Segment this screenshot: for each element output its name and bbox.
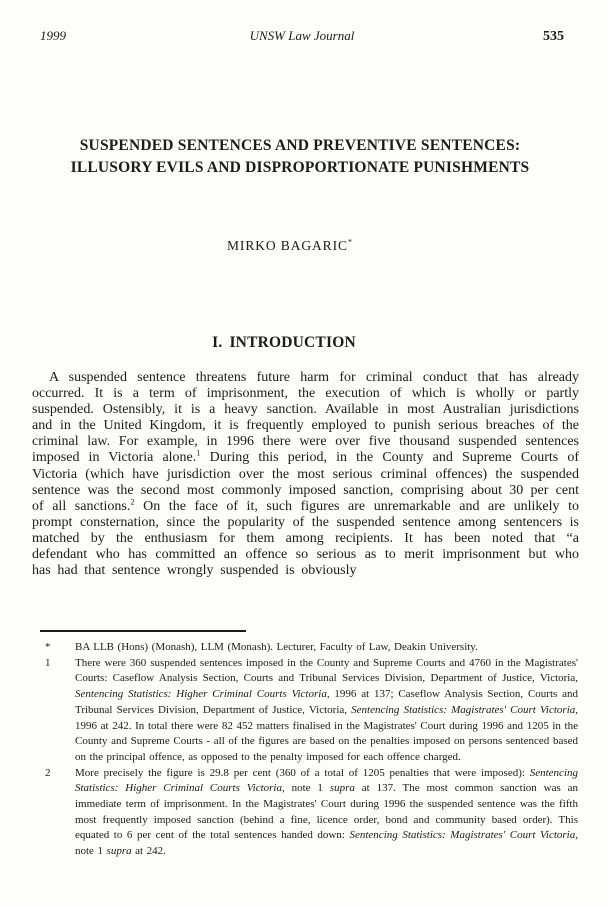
footnote-text: More precisely the figure is 29.8 per cent (360 of a total of 1205 penalties that were imposed): Sentencing Statistics: Higher Criminal Courts Victoria, note 1 supra at 137. The most common sanction was an immediate term of imprisonment. In the Magistrates' Court during 1996 the suspended sentence was the fifth most frequently imposed sanction (behind a fine, licence order, bond and community based order). This equated to 6 per cent of the total sentences handed down: Sentencing Statistics: Magistrates' Court Victoria, note 1 supra at 242.: [75, 766, 579, 858]
footnote-text: There were 360 suspended sentences imposed in the County and Supreme Courts and 4760 in the Magistrates' Courts: Caseflow Analysis Section, Courts and Tribunal Services Division, Department of Justice, Victoria, Sentencing Statistics: Higher Criminal Courts Victoria, 1996 at 137; Caseflow Analysis Section, Courts and Tribunal Services Division, Department of Justice, Victoria, Sentencing Statistics: Magistrates' Court Victoria, 1996 at 242. In total there were 82 452 matters finalised in the Magistrates' Court during 1996 and 1205 in the County and Supreme Courts - all of the figures are based on the penalties imposed on persons sentenced based on the principal offence, as opposed to the penalty imposed for each offence charged.: [75, 656, 579, 763]
footnote-author-affiliation: [45, 640, 578, 656]
article-title: [10, 135, 590, 178]
footnote-text: BA LLB (Hons) (Monash), LLM (Monash). Lecturer, Faculty of Law, Deakin University.: [75, 641, 478, 653]
footnote-2: [45, 766, 578, 860]
section-heading: [0, 334, 568, 352]
author-byline: [0, 238, 580, 254]
running-header: [40, 28, 564, 45]
author-footnote-marker: *: [347, 237, 353, 247]
header-year: 1999: [40, 28, 66, 43]
header-page-number: 535: [543, 29, 564, 44]
footnotes-section: [45, 640, 578, 860]
article-title-line2: ILLUSORY EVILS AND DISPROPORTIONATE PUNISHMENTS: [70, 158, 530, 176]
footnote-marker: *: [45, 641, 51, 653]
header-journal-title: UNSW Law Journal: [249, 28, 355, 43]
author-name: MIRKO BAGARIC: [227, 238, 348, 253]
section-title: INTRODUCTION: [229, 334, 356, 351]
footnote-marker: 1: [45, 656, 51, 669]
article-title-line1: SUSPENDED SENTENCES AND PREVENTIVE SENTENCES:: [79, 137, 521, 154]
footnote-1: [45, 656, 578, 766]
section-number: I.: [212, 334, 223, 351]
footnote-marker: 2: [45, 766, 51, 779]
footnote-separator-rule: [40, 630, 246, 632]
body-paragraph: A suspended sentence threatens future harm for criminal conduct that has already occurred. It is a term of imprisonment, the execution of which is wholly or partly suspended. Ostensibly, it is a heavy sanction. Available in most Australian jurisdictions and in the United Kingdom, it is frequently employed to punish serious breaches of the criminal law. For example, in 1996 there were over five thousand suspended sentences imposed in Victoria alone.$^1$ During this period, in the County and Supreme Courts of Victoria (which have jurisdiction over the most serious criminal offences) the suspended sentence was the second most commonly imposed sanction, comprising about 30 per cent of all sanctions.$^2$ On the face of it, such figures are unremarkable and are unlikely to prompt consternation, since the popularity of the suspended sentence among sentencers is matched by the enthusiasm for them among recipients. It has been noted that “a defendant who has committed an offence so serious as to merit imprisonment but who has had that sentence wrongly suspended is obviously: [32, 370, 579, 579]
